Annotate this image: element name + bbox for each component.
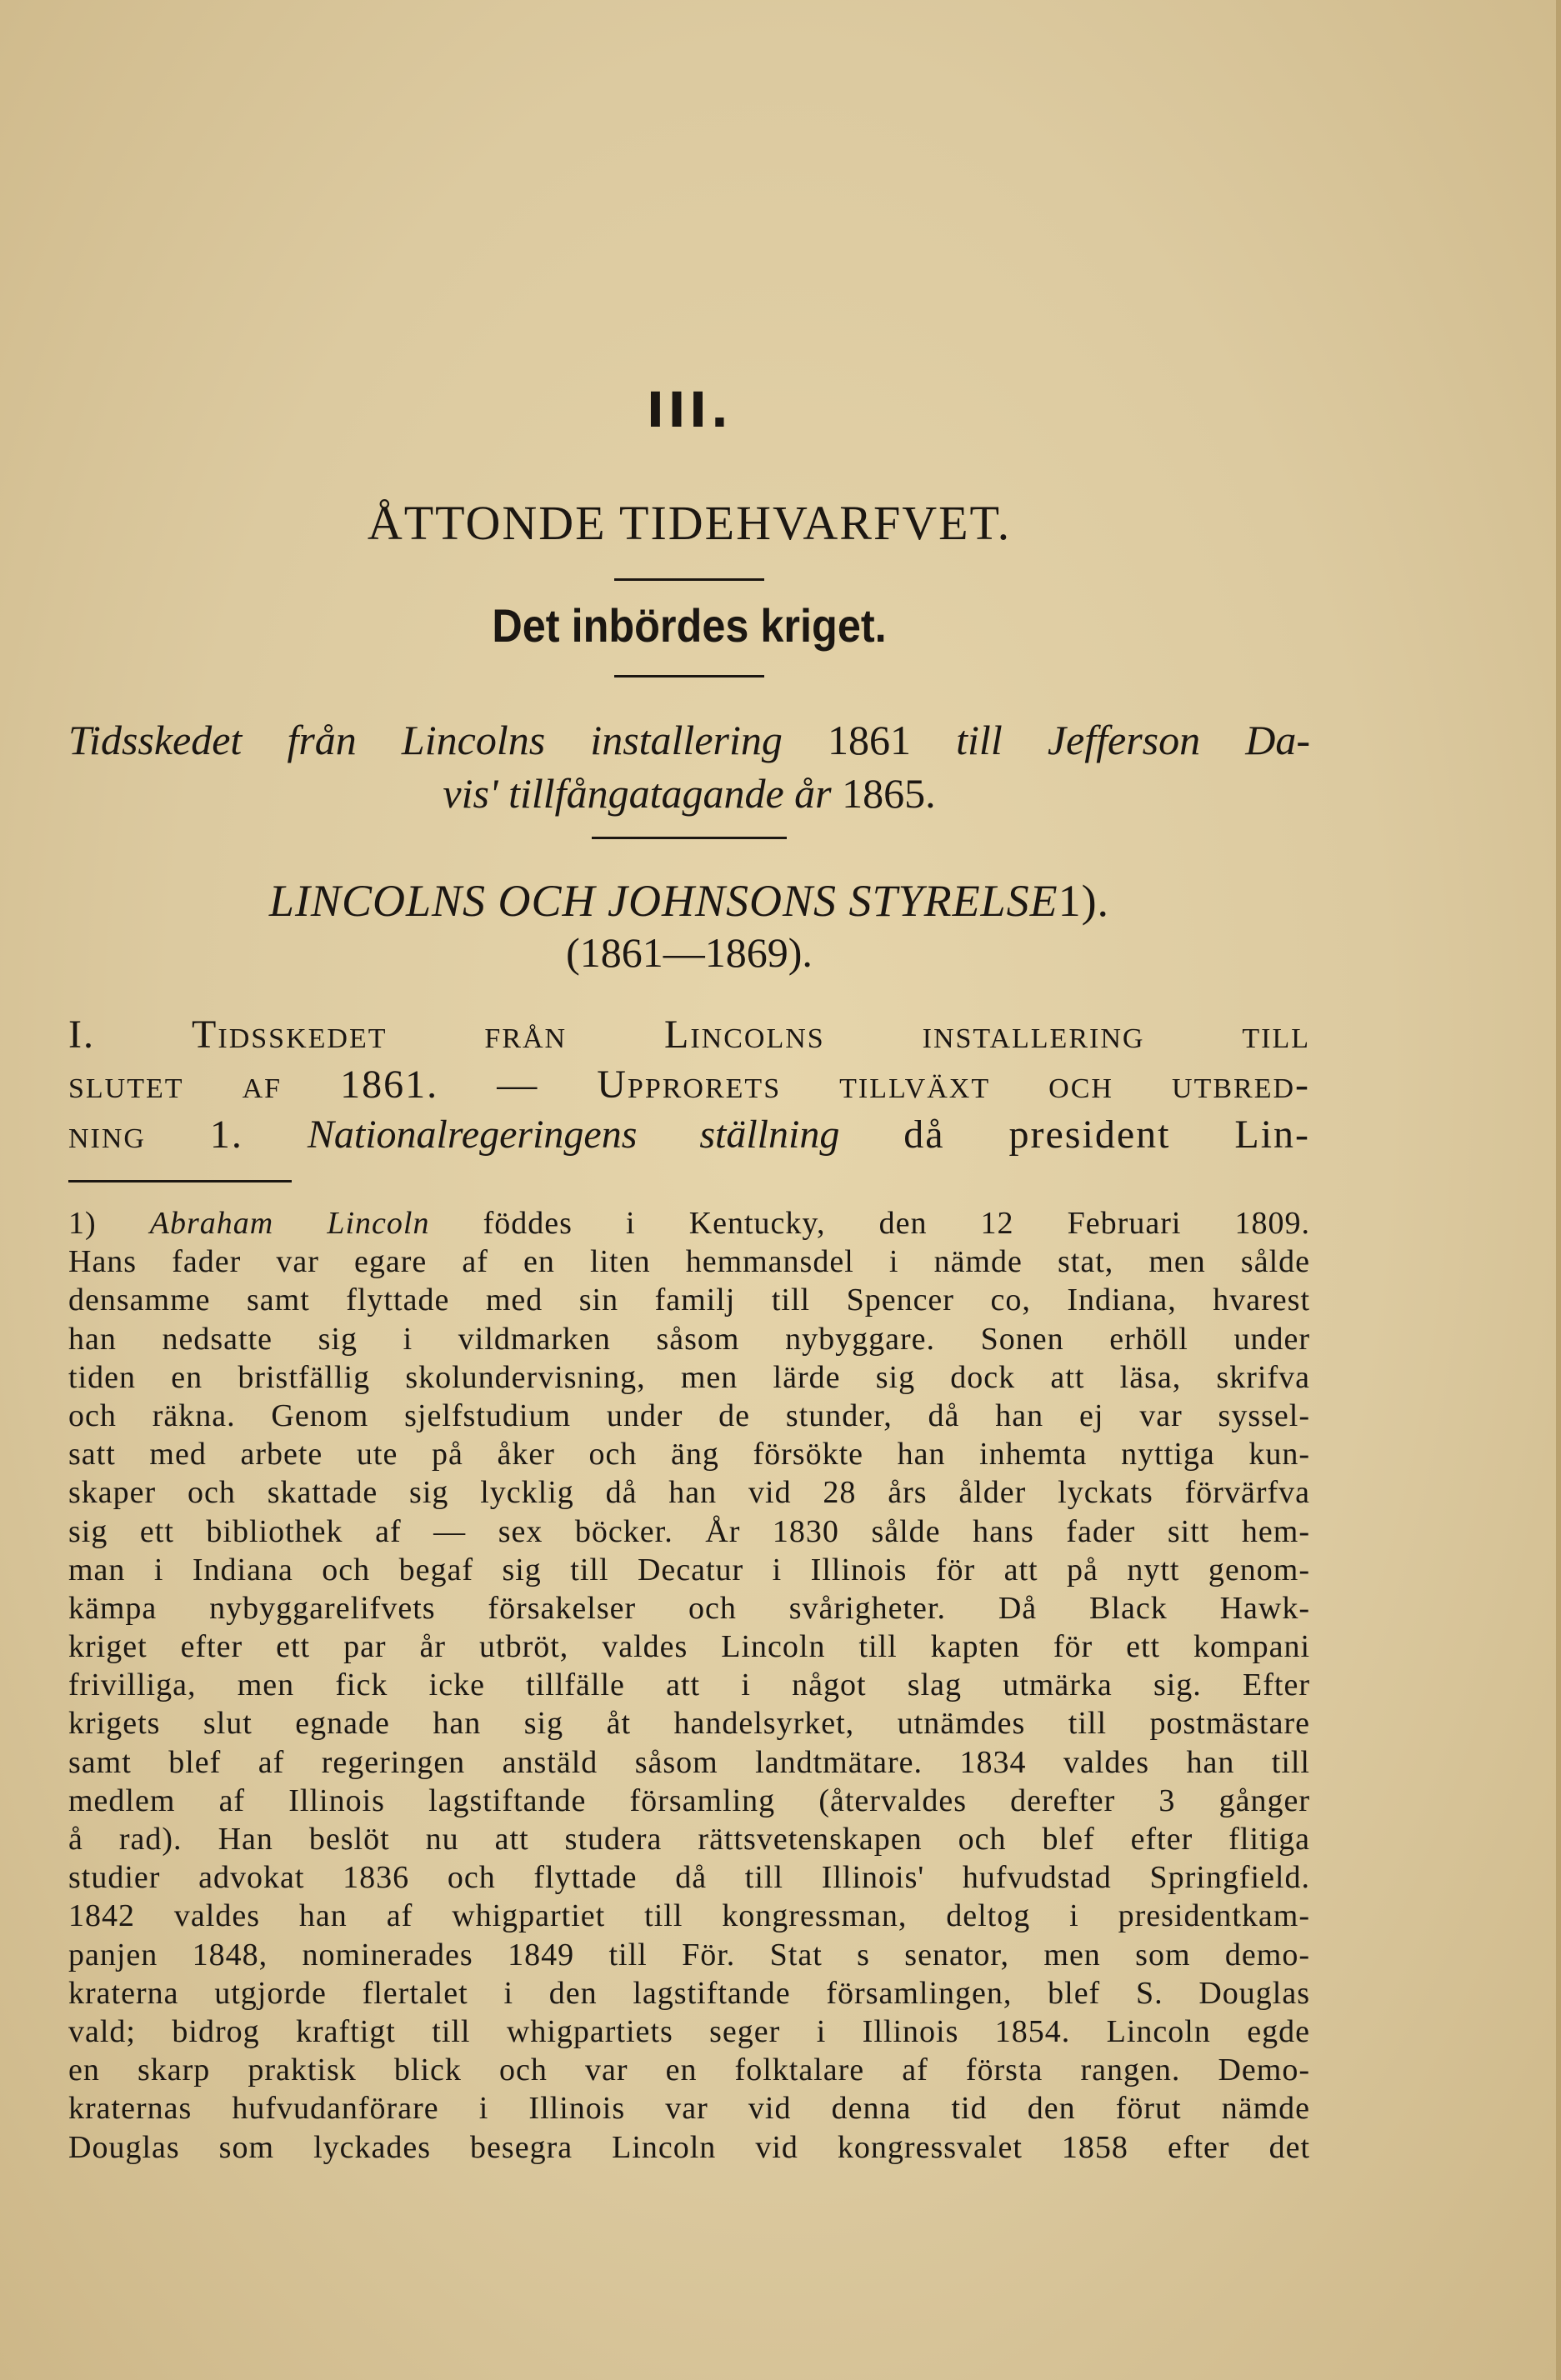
chapter-number: III. xyxy=(646,382,733,438)
section-heading-line: slutet af 1861. — Upprorets tillväxt och utbred- xyxy=(68,1062,1310,1107)
footnote-line: han nedsatte sig i vildmarken såsom nybyggare. Sonen erhöll under xyxy=(68,1321,1310,1357)
footnote-first-line xyxy=(68,1204,1310,1242)
footnote-line: densamme samt flyttade med sin familj till Spencer co, Indiana, hvarest xyxy=(68,1282,1310,1318)
section-text: då president Lin- xyxy=(903,1112,1311,1157)
footnote-line: frivilliga, men fick icke tillfälle att i något slag utmärka sig. Efter xyxy=(68,1668,1310,1703)
footnote-line: kämpa nybyggarelifvets försakelser och svårigheter. Då Black Hawk- xyxy=(68,1590,1310,1626)
period-text: till Jefferson Da- xyxy=(956,717,1311,763)
section-heading-line xyxy=(68,1110,1310,1160)
administration-name: LINCOLNS OCH JOHNSONS STYRELSE xyxy=(268,876,1058,926)
period-year: 1861 xyxy=(782,717,957,763)
footnote xyxy=(68,1204,1310,2167)
footnote-person-name: Abraham Lincoln xyxy=(149,1206,430,1241)
footnote-line: föddes i Kentucky, den 12 Februari 1809. xyxy=(483,1206,1311,1241)
period-text: Tidsskedet från Lincolns installering xyxy=(68,717,783,763)
rule-divider xyxy=(614,675,764,678)
footnote-line: kraterna utgjorde flertalet i den lagstiftande församlingen, blef S. Douglas xyxy=(68,1975,1310,2011)
subsection-title: Nationalregeringens ställning xyxy=(307,1112,840,1157)
footnote-line: kriget efter ett par år utbröt, valdes Lincoln till kapten för ett kompani xyxy=(68,1629,1310,1665)
footnote-reference: 1). xyxy=(1058,876,1110,926)
period-description-line1 xyxy=(68,713,1310,767)
footnote-line: vald; bidrog kraftigt till whigpartiets seger i Illinois 1854. Lincoln egde xyxy=(68,2013,1310,2049)
period-text: vis' tillfångatagande år xyxy=(443,770,832,817)
war-title: Det inbördes kriget. xyxy=(492,599,887,652)
footnote-line: skaper och skattade sig lycklig då han vid 28 års ålder lyckats förvärfva xyxy=(68,1475,1310,1511)
footnote-line: kraternas hufvudanförare i Illinois var vid denna tid den förut nämde xyxy=(68,2091,1310,2127)
footnote-line: en skarp praktisk blick och var en folktalare af första rangen. Demo- xyxy=(68,2052,1310,2088)
footnote-line: samt blef af regeringen anstäld såsom landtmätare. 1834 valdes han till xyxy=(68,1744,1310,1780)
footnote-line: Douglas som lyckades besegra Lincoln vid kongressvalet 1858 efter det xyxy=(68,2129,1310,2165)
footnote-line: 1842 valdes han af whigpartiet till kongressman, deltog i presidentkam- xyxy=(68,1898,1310,1934)
period-description-line2 xyxy=(68,767,1310,820)
footnote-line: panjen 1848, nominerades 1849 till För. Stat s senator, men som demo- xyxy=(68,1937,1310,1972)
administration-years: (1861—1869). xyxy=(566,929,813,976)
administration-title xyxy=(68,875,1310,927)
footnote-line: å rad). Han beslöt nu att studera rättsvetenskapen och blef efter flitiga xyxy=(68,1822,1310,1857)
period-year: 1865. xyxy=(831,770,936,817)
section-heading-line: I. Tidsskedet från Lincolns installering till xyxy=(68,1012,1310,1057)
section-number: ning 1. xyxy=(68,1112,243,1157)
footnote-line: krigets slut egnade han sig åt handelsyrket, utnämdes till postmästare xyxy=(68,1706,1310,1742)
section-heading xyxy=(68,1010,1310,1160)
era-title: ÅTTONDE TIDEHVARFVET. xyxy=(367,496,1012,550)
footnote-line: sig ett bibliothek af — sex böcker. År 1830 sålde hans fader sitt hem- xyxy=(68,1513,1310,1549)
footnote-marker: 1) xyxy=(68,1206,97,1241)
footnote-line: man i Indiana och begaf sig till Decatur i Illinois för att på nytt genom- xyxy=(68,1552,1310,1588)
footnote-line: studier advokat 1836 och flyttade då till Illinois' hufvudstad Springfield. xyxy=(68,1860,1310,1896)
footnote-line: satt med arbete ute på åker och äng försökte han inhemta nyttiga kun- xyxy=(68,1437,1310,1472)
rule-divider xyxy=(614,578,764,581)
rule-divider xyxy=(592,837,787,839)
footnote-rule xyxy=(68,1180,292,1182)
footnote-line: medlem af Illinois lagstiftande församling (återvaldes derefter 3 gånger xyxy=(68,1782,1310,1818)
footnote-line: tiden en bristfällig skolundervisning, men lärde sig dock att läsa, skrifva xyxy=(68,1359,1310,1395)
footnote-line: Hans fader var egare af en liten hemmansdel i nämde stat, men sålde xyxy=(68,1244,1310,1280)
footnote-line: och räkna. Genom sjelfstudium under de stunder, då han ej var syssel- xyxy=(68,1398,1310,1433)
